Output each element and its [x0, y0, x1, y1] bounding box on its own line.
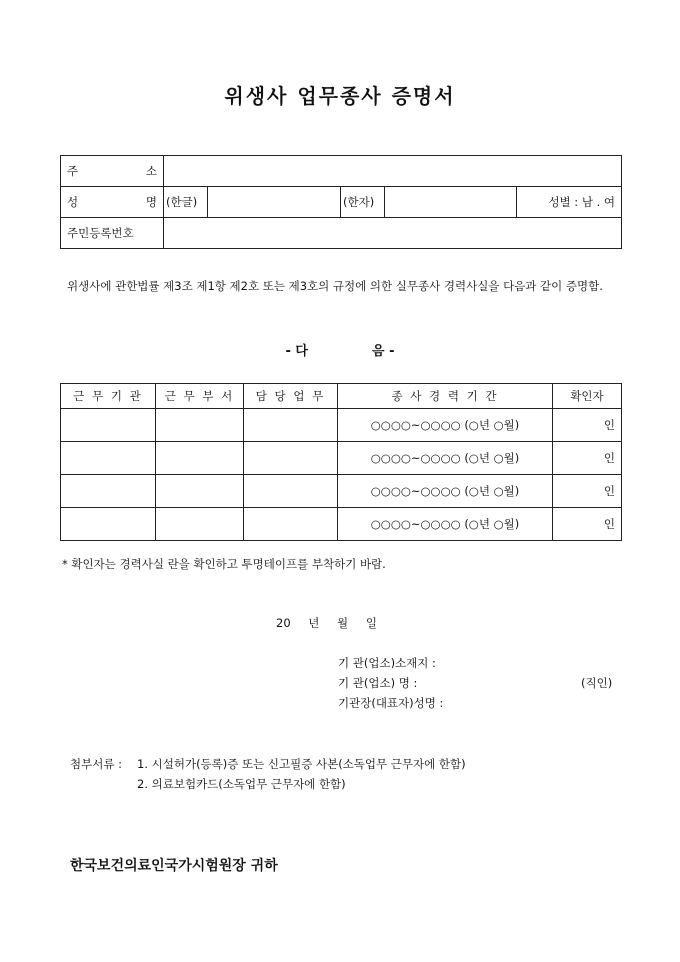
period-cell[interactable]: ○○○○~○○○○ (○년 ○월)	[338, 442, 553, 475]
period-cell[interactable]: ○○○○~○○○○ (○년 ○월)	[338, 409, 553, 442]
address-label-char: 주	[67, 164, 79, 178]
institution-head-label: 기관장(대표자)성명 :	[338, 696, 444, 710]
document-title: 위생사 업무종사 증명서	[224, 84, 456, 108]
header-confirm: 확인자	[553, 384, 622, 409]
date-line: 20 년 월 일	[276, 616, 377, 630]
duty-cell[interactable]	[244, 508, 338, 541]
institution-cell[interactable]	[61, 442, 156, 475]
subheading-left: - 다	[285, 344, 308, 359]
attachment-item-2: 2. 의료보험카드(소독업무 근무자에 한함)	[137, 777, 346, 791]
address-field[interactable]	[164, 156, 622, 187]
institution-location-label: 기 관(업소)소재지 :	[338, 656, 436, 670]
confirm-cell: 인	[553, 475, 622, 508]
address-label	[61, 156, 164, 187]
header-department: 근 무 부 서	[156, 384, 244, 409]
department-cell[interactable]	[156, 409, 244, 442]
address-row	[61, 156, 622, 187]
personal-info-table	[60, 155, 622, 249]
addressee: 한국보건의료인국가시험원장 귀하	[70, 858, 278, 874]
duty-cell[interactable]	[244, 442, 338, 475]
subheading	[0, 340, 680, 359]
confirm-cell: 인	[553, 508, 622, 541]
statement-text: 위생사에 관한법률 제3조 제1항 제2호 또는 제3호의 규정에 의한 실무종사 경력사실을 다음과 같이 증명함.	[67, 279, 603, 293]
duty-cell[interactable]	[244, 475, 338, 508]
career-table	[60, 383, 622, 541]
hanja-name-field[interactable]	[385, 187, 517, 218]
attachments-label: 첨부서류 :	[70, 757, 122, 771]
department-cell[interactable]	[156, 475, 244, 508]
confirm-cell: 인	[553, 442, 622, 475]
department-cell[interactable]	[156, 508, 244, 541]
confirm-cell: 인	[553, 409, 622, 442]
subheading-right: 음 -	[372, 344, 395, 359]
period-cell[interactable]: ○○○○~○○○○ (○년 ○월)	[338, 475, 553, 508]
table-row	[61, 475, 622, 508]
institution-cell[interactable]	[61, 508, 156, 541]
table-row	[61, 409, 622, 442]
confirm-note: * 확인자는 경력사실 란을 확인하고 투명테이프를 부착하기 바람.	[62, 557, 386, 571]
address-label-char: 소	[145, 164, 157, 178]
name-label-char: 명	[145, 195, 157, 209]
hanja-label: (한자)	[341, 187, 385, 218]
header-duty: 담 당 업 무	[244, 384, 338, 409]
name-row	[61, 187, 622, 218]
header-period: 종 사 경 력 기 간	[338, 384, 553, 409]
institution-name-label: 기 관(업소) 명 :	[338, 676, 418, 690]
hangul-label: (한글)	[164, 187, 208, 218]
gender-field[interactable]: 성별 : 남 . 여	[517, 187, 622, 218]
attachment-item-1: 1. 시설허가(등록)증 또는 신고필증 사본(소독업무 근무자에 한함)	[137, 757, 466, 771]
resident-id-field[interactable]	[164, 218, 622, 249]
name-label-char: 성	[67, 195, 79, 209]
table-row	[61, 508, 622, 541]
period-cell[interactable]: ○○○○~○○○○ (○년 ○월)	[338, 508, 553, 541]
institution-cell[interactable]	[61, 475, 156, 508]
duty-cell[interactable]	[244, 409, 338, 442]
name-label	[61, 187, 164, 218]
header-institution: 근 무 기 관	[61, 384, 156, 409]
resident-id-row	[61, 218, 622, 249]
resident-id-label: 주민등록번호	[61, 218, 164, 249]
table-row	[61, 442, 622, 475]
career-table-header	[61, 384, 622, 409]
official-seal-mark: (직인)	[581, 676, 613, 690]
institution-cell[interactable]	[61, 409, 156, 442]
department-cell[interactable]	[156, 442, 244, 475]
hangul-name-field[interactable]	[208, 187, 341, 218]
